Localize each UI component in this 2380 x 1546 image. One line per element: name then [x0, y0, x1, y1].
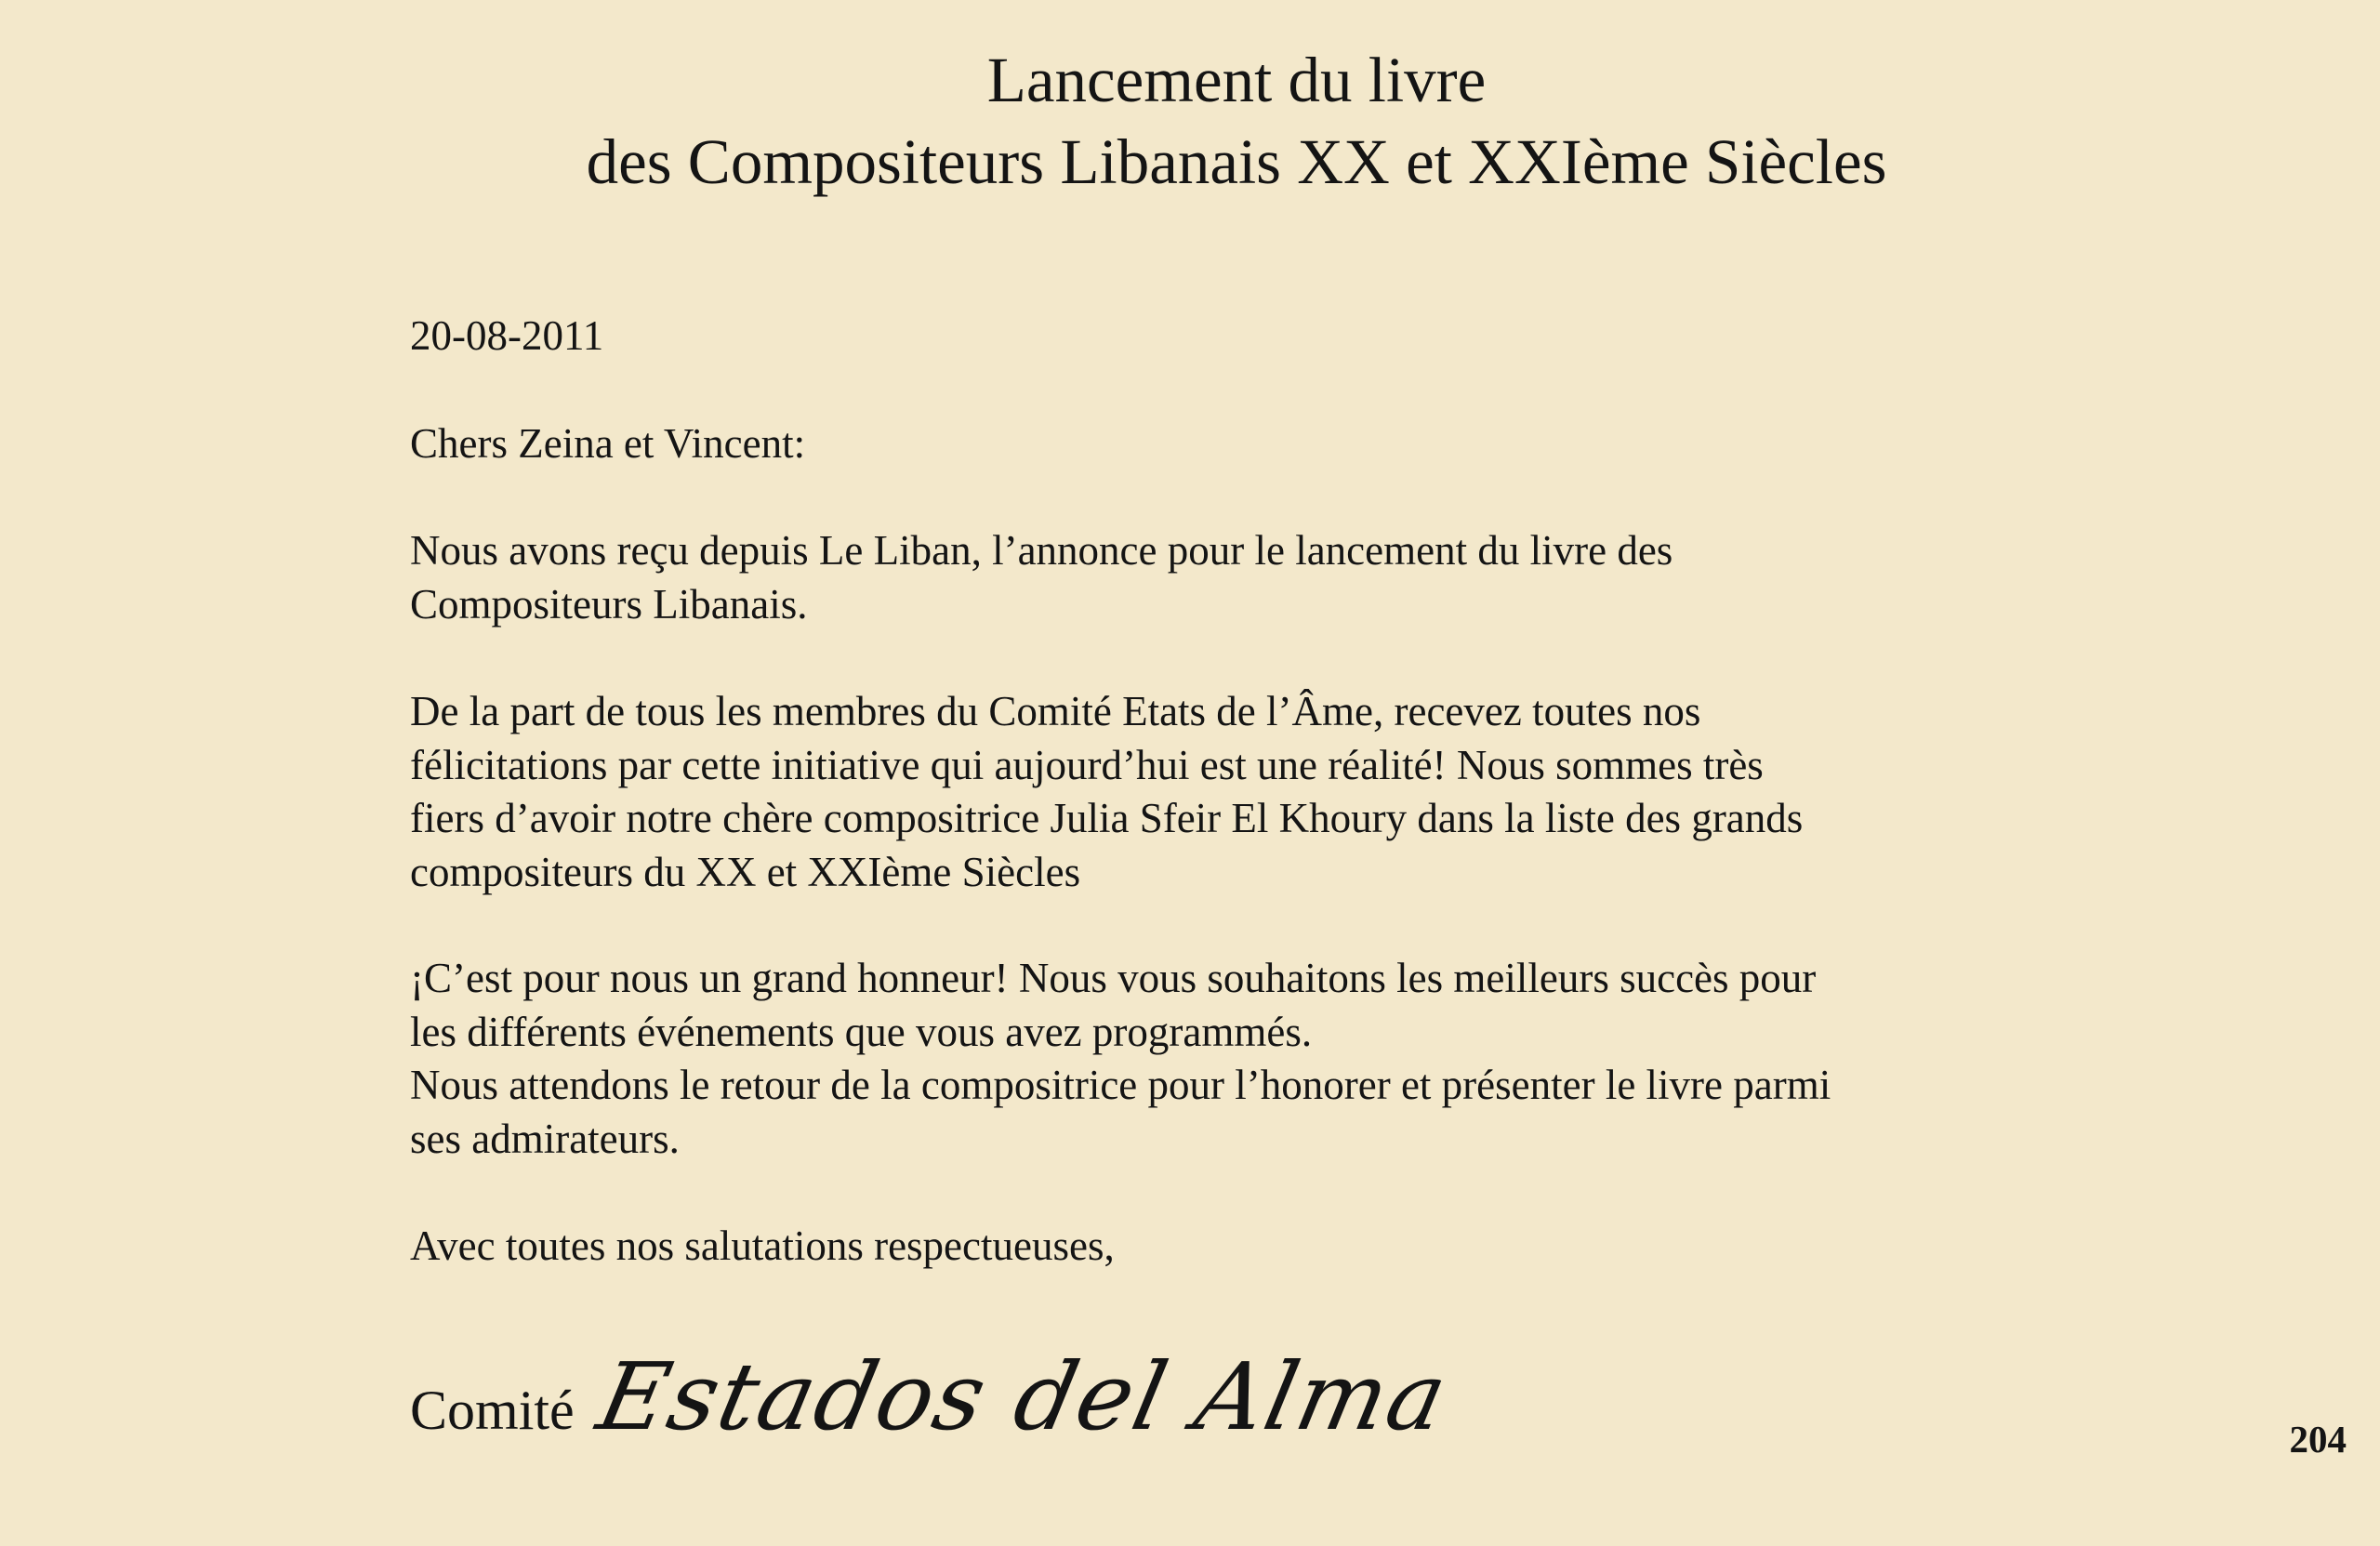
paragraph-line: ses admirateurs.: [410, 1115, 680, 1162]
title-line-1: Lancement du livre: [986, 45, 1487, 115]
letter-paragraph-3: [410, 952, 1990, 1166]
paragraph-line: félicitations par cette initiative qui aujourd’hui est une réalité! Nous sommes très: [410, 741, 1764, 788]
letter-date: 20-08-2011: [410, 312, 604, 359]
letter-paragraph-2: [410, 685, 1990, 899]
letter-paragraph-1: [410, 524, 1990, 631]
signature-prefix: Comité: [410, 1380, 575, 1441]
title-line-2: des Compositeurs Libanais XX et XXIème Siècles: [586, 126, 1887, 197]
page-number: 204: [2289, 1418, 2347, 1460]
signature-script: Estados del Alma: [588, 1342, 1458, 1451]
page-title: [0, 39, 2380, 203]
paragraph-line: fiers d’avoir notre chère compositrice Julia Sfeir El Khoury dans la liste des grands: [410, 795, 1804, 841]
paragraph-line: Nous attendons le retour de la compositrice pour l’honorer et présenter le livre parmi: [410, 1062, 1831, 1108]
letter-closing: Avec toutes nos salutations respectueuses,: [410, 1222, 1115, 1269]
paragraph-line: De la part de tous les membres du Comité Etats de l’Âme, recevez toutes nos: [410, 688, 1701, 734]
paragraph-line: compositeurs du XX et XXIème Siècles: [410, 848, 1081, 895]
paragraph-line: les différents événements que vous avez programmés.: [410, 1008, 1313, 1055]
paragraph-line: Compositeurs Libanais.: [410, 580, 808, 628]
paragraph-line: ¡C’est pour nous un grand honneur! Nous vous souhaitons les meilleurs succès pour: [410, 955, 1817, 1001]
signature: [410, 1342, 1458, 1458]
letter-greeting: Chers Zeina et Vincent:: [410, 420, 806, 467]
paragraph-line: Nous avons reçu depuis Le Liban, l’annonce pour le lancement du livre des: [410, 527, 1673, 574]
